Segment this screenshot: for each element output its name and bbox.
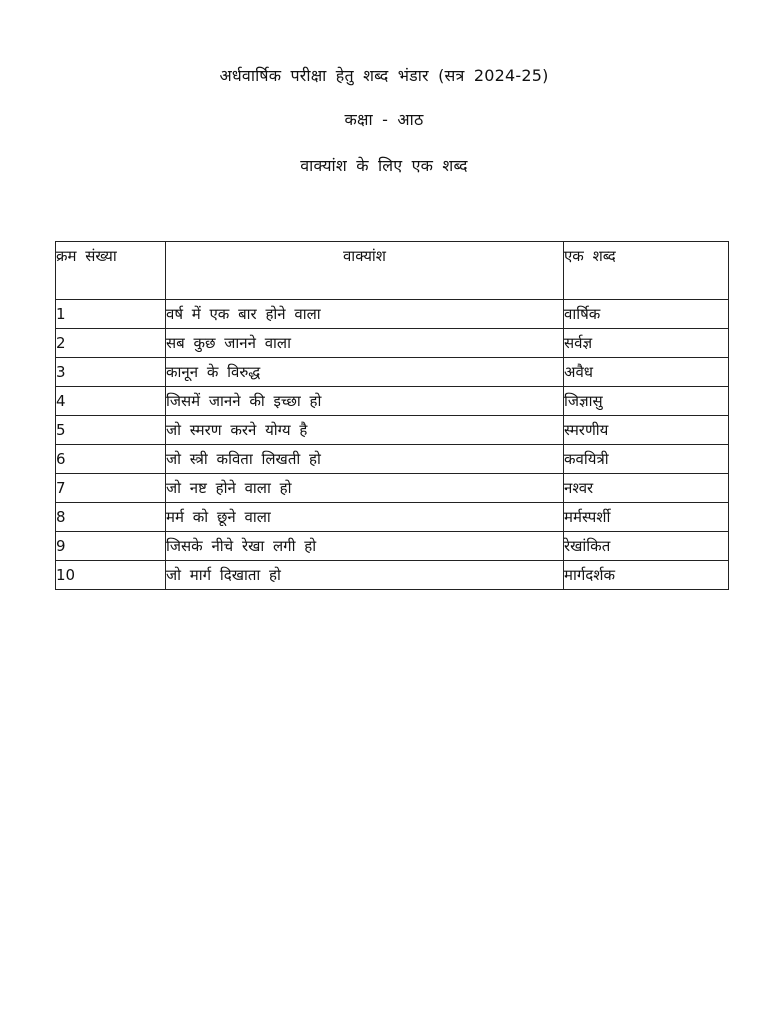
- one-word-cell: रेखांकित: [564, 532, 729, 561]
- word-table: [55, 241, 729, 590]
- one-word-cell: मर्मस्पर्शी: [564, 503, 729, 532]
- phrase-cell: जो स्मरण करने योग्य है: [166, 416, 564, 445]
- one-word-cell: वार्षिक: [564, 300, 729, 329]
- phrase-cell: सब कुछ जानने वाला: [166, 329, 564, 358]
- one-word-cell: अवैध: [564, 358, 729, 387]
- serial-cell: 2: [56, 329, 166, 358]
- phrase-cell: जो नष्ट होने वाला हो: [166, 474, 564, 503]
- header-phrase: वाक्यांश: [166, 242, 564, 300]
- serial-cell: 8: [56, 503, 166, 532]
- serial-cell: 6: [56, 445, 166, 474]
- table-row: [56, 474, 729, 503]
- table-row: [56, 532, 729, 561]
- table-row: [56, 358, 729, 387]
- one-word-cell: जिज्ञासु: [564, 387, 729, 416]
- serial-cell: 9: [56, 532, 166, 561]
- serial-cell: 1: [56, 300, 166, 329]
- table-row: [56, 445, 729, 474]
- table-row: [56, 561, 729, 590]
- phrase-cell: जो मार्ग दिखाता हो: [166, 561, 564, 590]
- header-one-word: एक शब्द: [564, 242, 729, 300]
- phrase-cell: वर्ष में एक बार होने वाला: [166, 300, 564, 329]
- table-row: [56, 329, 729, 358]
- one-word-cell: स्मरणीय: [564, 416, 729, 445]
- phrase-cell: मर्म को छूने वाला: [166, 503, 564, 532]
- table-row: [56, 416, 729, 445]
- phrase-cell: जो स्त्री कविता लिखती हो: [166, 445, 564, 474]
- serial-cell: 10: [56, 561, 166, 590]
- one-word-cell: कवयित्री: [564, 445, 729, 474]
- one-word-cell: मार्गदर्शक: [564, 561, 729, 590]
- header-serial: क्रम संख्या: [56, 242, 166, 300]
- phrase-cell: कानून के विरुद्ध: [166, 358, 564, 387]
- one-word-cell: नश्वर: [564, 474, 729, 503]
- class-line: कक्षा - आठ: [344, 110, 424, 129]
- serial-cell: 4: [56, 387, 166, 416]
- serial-cell: 3: [56, 358, 166, 387]
- table-row: [56, 300, 729, 329]
- serial-cell: 7: [56, 474, 166, 503]
- table-row: [56, 387, 729, 416]
- table-row: [56, 503, 729, 532]
- topic-heading: वाक्यांश के लिए एक शब्द: [300, 156, 468, 175]
- table-header-row: [56, 242, 729, 300]
- serial-cell: 5: [56, 416, 166, 445]
- phrase-cell: जिसमें जानने की इच्छा हो: [166, 387, 564, 416]
- document-title: अर्धवार्षिक परीक्षा हेतु शब्द भंडार (सत्र 2024-25): [219, 66, 549, 85]
- phrase-cell: जिसके नीचे रेखा लगी हो: [166, 532, 564, 561]
- one-word-cell: सर्वज्ञ: [564, 329, 729, 358]
